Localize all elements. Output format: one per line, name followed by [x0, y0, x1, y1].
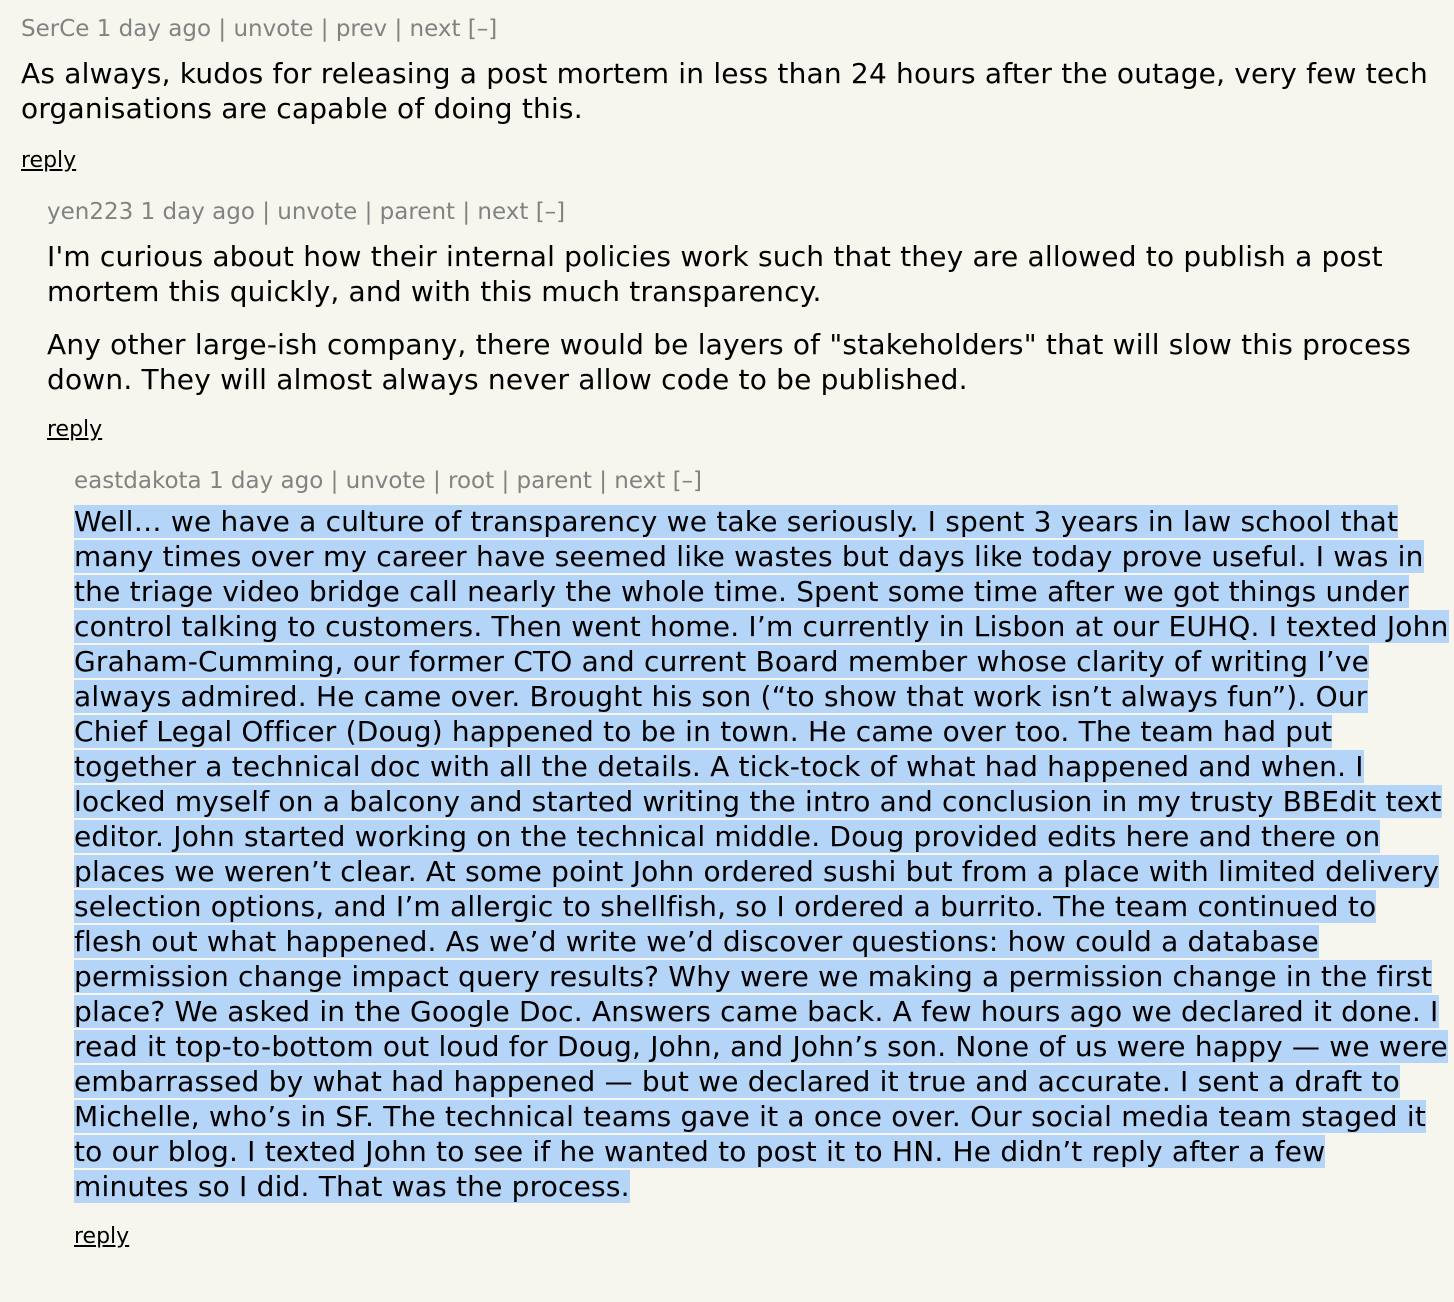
parent-link[interactable]: parent: [516, 468, 592, 494]
unvote-link[interactable]: unvote: [345, 468, 426, 494]
comment-body: [47, 239, 1442, 397]
comment-age[interactable]: 1 day ago: [208, 468, 324, 494]
comment-paragraph: As always, kudos for releasing a post mortem in less than 24 hours after the outage, very few tech organisations are capable of doing this.: [21, 57, 1428, 125]
comment-paragraph: I'm curious about how their internal policies work such that they are allowed to publish a post mortem this quickly, and with this much transparency.: [47, 240, 1383, 308]
reply-link[interactable]: reply: [21, 148, 77, 173]
next-link[interactable]: next: [477, 199, 529, 225]
comment-paragraph: [74, 504, 1449, 1204]
comment-author[interactable]: yen223: [47, 199, 134, 225]
separator: |: [432, 468, 441, 494]
comment-age[interactable]: 1 day ago: [140, 199, 255, 225]
comment-yen223: [47, 195, 1442, 445]
separator: |: [330, 468, 339, 494]
next-link[interactable]: next: [409, 16, 461, 42]
comment-author[interactable]: eastdakota: [74, 468, 202, 494]
collapse-toggle[interactable]: [–]: [467, 16, 498, 42]
parent-link[interactable]: parent: [379, 199, 456, 225]
separator: |: [599, 468, 607, 494]
comment-body: [74, 504, 1449, 1204]
separator: |: [501, 468, 510, 494]
comment-meta: [47, 195, 1442, 229]
unvote-link[interactable]: unvote: [277, 199, 358, 225]
separator: |: [320, 16, 329, 42]
comment-meta: [74, 464, 1449, 498]
comment-age[interactable]: 1 day ago: [96, 16, 212, 42]
separator: |: [394, 16, 403, 42]
unvote-link[interactable]: unvote: [233, 16, 314, 42]
next-link[interactable]: next: [614, 468, 666, 494]
comment-sercE: [21, 12, 1441, 176]
collapse-toggle[interactable]: [–]: [672, 468, 703, 494]
separator: |: [364, 199, 373, 225]
selected-text[interactable]: Well… we have a culture of transparency we take seriously. I spent 3 years in law school that many times over my career have seemed like wastes but days like today prove useful. I was in the triage video bridge call nearly the whole time. Spent some time after we got things under control talking to customers. Then went home. I’m currently in Lisbon at our EUHQ. I texted John Graham-Cumming, our former CTO and current Board member whose clarity of writing I’ve always admired. He came over. Brought his son (“to show that work isn’t always fun”). Our Chief Legal Officer (Doug) happened to be in town. He came over too. The team had put together a technical doc with all the details. A tick-tock of what had happened and when. I locked myself on a balcony and started writing the intro and conclusion in my trusty BBEdit text editor. John started working on the technical middle. Doug provided edits here and there on places we weren’t clear. At some point John ordered sushi but from a place with limited delivery selection options, and I’m allergic to shellfish, so I ordered a burrito. The team continued to flesh out what happened. As we’d write we’d discover questions: how could a database permission change impact query results? Why were we making a permission change in the first place? We asked in the Google Doc. Answers came back. A few hours ago we declared it done. I read it top-to-bottom out loud for Doug, John, and John’s son. None of us were happy — we were embarrassed by what had happened — but we declared it true and accurate. I sent a draft to Michelle, who’s in SF. The technical teams gave it a once over. Our social media team staged it to our blog. I texted John to see if he wanted to post it to HN. He didn’t reply after a few minutes so I did. That was the process.: [74, 505, 1449, 1203]
comment-meta: [21, 12, 1441, 46]
separator: |: [262, 199, 270, 225]
comment-body: [21, 56, 1441, 126]
root-link[interactable]: root: [448, 468, 495, 494]
comment-author[interactable]: SerCe: [21, 16, 90, 42]
prev-link[interactable]: prev: [335, 16, 388, 42]
reply-link[interactable]: reply: [74, 1224, 130, 1249]
collapse-toggle[interactable]: [–]: [535, 199, 566, 225]
separator: |: [218, 16, 227, 42]
reply-link[interactable]: reply: [47, 417, 103, 442]
comment-paragraph: Any other large-ish company, there would be layers of "stakeholders" that will slow this process down. They will almost always never allow code to be published.: [47, 328, 1412, 396]
comment-eastdakota: [74, 464, 1449, 1252]
separator: |: [462, 199, 471, 225]
